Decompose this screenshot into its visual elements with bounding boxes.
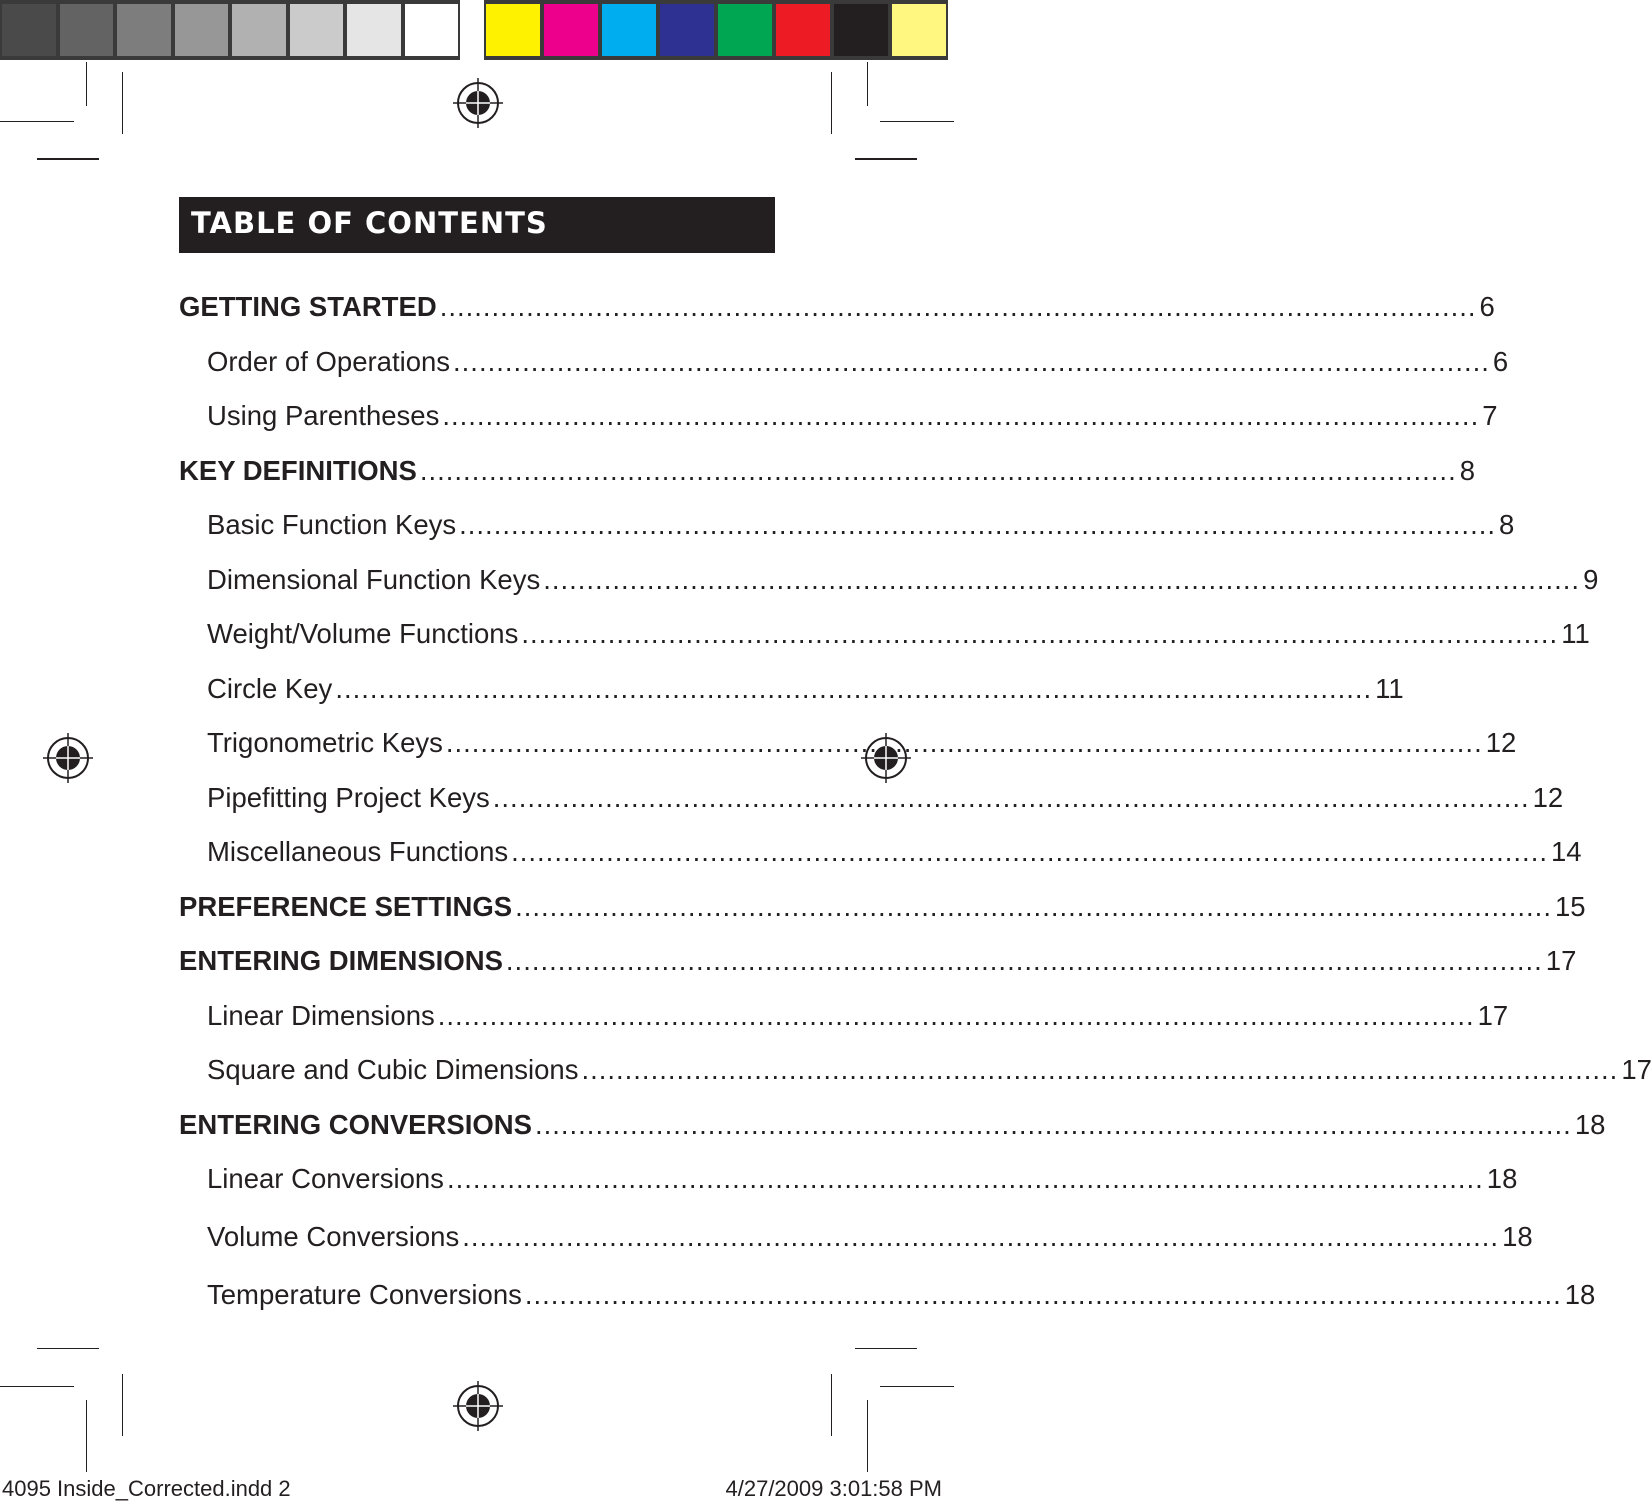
toc-page-number: 11 (1375, 673, 1404, 704)
toc-dot-leader: ........................................................................................................................ (445, 727, 1483, 758)
registration-mark-icon (43, 733, 93, 783)
toc-section-entry (179, 447, 1476, 487)
toc-section-entry (179, 283, 1495, 323)
crop-mark (0, 1386, 74, 1387)
process-swatch (774, 0, 832, 60)
toc-entry-title: Linear Dimensions (207, 1000, 435, 1031)
toc-page-number: 7 (1482, 400, 1498, 431)
toc-subsection-entry (207, 1213, 1533, 1253)
toc-page-number: 18 (1564, 1279, 1596, 1310)
toc-page-number: 8 (1499, 509, 1515, 540)
toc-page-number: 6 (1479, 291, 1495, 322)
toc-page-number: 17 (1477, 1000, 1509, 1031)
crop-mark (880, 121, 954, 122)
gray-swatch (173, 0, 231, 60)
crop-mark (122, 1374, 123, 1436)
toc-dot-leader: ........................................................................................................................ (419, 455, 1457, 486)
toc-entry-title: Basic Function Keys (207, 509, 457, 540)
crop-mark (86, 62, 87, 106)
toc-page-number: 14 (1550, 836, 1582, 867)
slug-datetime: 4/27/2009 3:01:58 PM (725, 1476, 942, 1501)
toc-subsection-entry (207, 774, 1564, 814)
toc-entry-title: ENTERING DIMENSIONS (179, 945, 503, 976)
crop-mark (867, 62, 868, 106)
toc-page-number: 15 (1554, 891, 1586, 922)
gray-swatch (403, 0, 461, 60)
toc-entry-title: Pipefitting Project Keys (207, 782, 490, 813)
gray-swatch (58, 0, 116, 60)
toc-subsection-entry (207, 1046, 1652, 1086)
toc-dot-leader: ........................................................................................................................ (446, 1163, 1484, 1194)
toc-page-number: 17 (1545, 945, 1577, 976)
toc-dot-leader: ........................................................................................................................ (534, 1109, 1572, 1140)
toc-dot-leader: ........................................................................................................................ (442, 400, 1480, 431)
toc-section-entry (179, 937, 1577, 977)
process-swatch (716, 0, 774, 60)
toc-page-number: 6 (1492, 346, 1509, 377)
toc-dot-leader: ........................................................................................................................ (543, 564, 1581, 595)
toc-subsection-entry (207, 501, 1515, 541)
toc-entry-title: Weight/Volume Functions (207, 618, 519, 649)
toc-page-number: 9 (1583, 564, 1599, 595)
toc-subsection-entry (207, 392, 1498, 432)
toc-subsection-entry (207, 1271, 1596, 1311)
crop-mark (880, 1386, 954, 1387)
toc-page-number: 18 (1502, 1221, 1533, 1252)
toc-subsection-entry (207, 610, 1590, 650)
toc-section-entry (179, 1101, 1606, 1141)
slug-filename: 4095 Inside_Corrected.indd 2 (2, 1476, 291, 1501)
process-swatch (542, 0, 600, 60)
trim-mark (855, 158, 917, 160)
process-swatch (600, 0, 658, 60)
toc-dot-leader: ........................................................................................................................ (521, 618, 1559, 649)
toc-entry-title: GETTING STARTED (179, 291, 437, 322)
toc-entry-title: Square and Cubic Dimensions (207, 1054, 579, 1085)
toc-entry-title: Linear Conversions (207, 1163, 444, 1194)
toc-dot-leader: ........................................................................................................................ (462, 1221, 1500, 1252)
process-swatch (484, 0, 542, 60)
toc-dot-leader: ........................................................................................................................ (459, 509, 1496, 540)
gray-swatch (0, 0, 58, 60)
toc-dot-leader: ........................................................................................................................ (492, 782, 1530, 813)
toc-entry-title: Order of Operations (207, 346, 451, 377)
toc-entry-title: Miscellaneous Functions (207, 836, 509, 867)
toc-subsection-entry (207, 992, 1509, 1032)
toc-page-number: 18 (1574, 1109, 1606, 1140)
gray-swatch (115, 0, 173, 60)
toc-subsection-entry (207, 1155, 1518, 1195)
gray-swatch (230, 0, 288, 60)
toc-entry-title: KEY DEFINITIONS (179, 455, 417, 486)
gray-swatch (288, 0, 346, 60)
toc-dot-leader: ........................................................................................................................ (511, 836, 1548, 867)
toc-entry-title: Circle Key (207, 673, 333, 704)
toc-subsection-entry (207, 556, 1599, 596)
process-swatch (832, 0, 890, 60)
gray-swatch (345, 0, 403, 60)
toc-subsection-entry (207, 338, 1509, 378)
toc-page-number: 17 (1621, 1054, 1652, 1085)
toc-entry-title: ENTERING CONVERSIONS (179, 1109, 532, 1140)
process-swatch (658, 0, 716, 60)
toc-entry-title: Dimensional Function Keys (207, 564, 541, 595)
toc-dot-leader: ........................................................................................................................ (581, 1054, 1619, 1085)
toc-dot-leader: ........................................................................................................................ (439, 291, 1477, 322)
toc-page-number: 12 (1485, 727, 1517, 758)
crop-mark (831, 1374, 832, 1436)
toc-entry-title: PREFERENCE SETTINGS (179, 891, 513, 922)
toc-header-banner (179, 197, 775, 253)
toc-dot-leader: ........................................................................................................................ (437, 1000, 1475, 1031)
toc-dot-leader: ........................................................................................................................ (335, 673, 1373, 704)
toc-dot-leader: ........................................................................................................................ (524, 1279, 1562, 1310)
toc-dot-leader: ........................................................................................................................ (505, 945, 1543, 976)
crop-mark (122, 72, 123, 134)
crop-mark (0, 121, 74, 122)
registration-mark-icon (453, 78, 503, 128)
toc-subsection-entry (207, 665, 1404, 705)
trim-mark (37, 158, 99, 160)
toc-page-number: 12 (1532, 782, 1564, 813)
toc-title: TABLE OF CONTENTS (191, 206, 548, 240)
grayscale-color-bar (0, 0, 460, 60)
toc-dot-leader: ........................................................................................................................ (515, 891, 1552, 922)
process-swatch (890, 0, 948, 60)
trim-mark (37, 1348, 99, 1349)
toc-page-number: 18 (1486, 1163, 1518, 1194)
toc-subsection-entry (207, 828, 1582, 868)
process-color-bar (484, 0, 948, 60)
crop-mark (867, 1400, 868, 1472)
toc-entry-title: Using Parentheses (207, 400, 440, 431)
crop-mark (86, 1400, 87, 1472)
toc-entry-title: Volume Conversions (207, 1221, 460, 1252)
toc-entry-title: Temperature Conversions (207, 1279, 522, 1310)
toc-page-number: 8 (1459, 455, 1476, 486)
toc-dot-leader: ........................................................................................................................ (453, 346, 1490, 377)
crop-mark (831, 72, 832, 134)
toc-subsection-entry (207, 719, 1517, 759)
toc-entry-title: Trigonometric Keys (207, 727, 443, 758)
toc-section-entry (179, 883, 1586, 923)
toc-page-number: 11 (1561, 618, 1590, 649)
trim-mark (855, 1348, 917, 1349)
registration-mark-icon (453, 1381, 503, 1431)
